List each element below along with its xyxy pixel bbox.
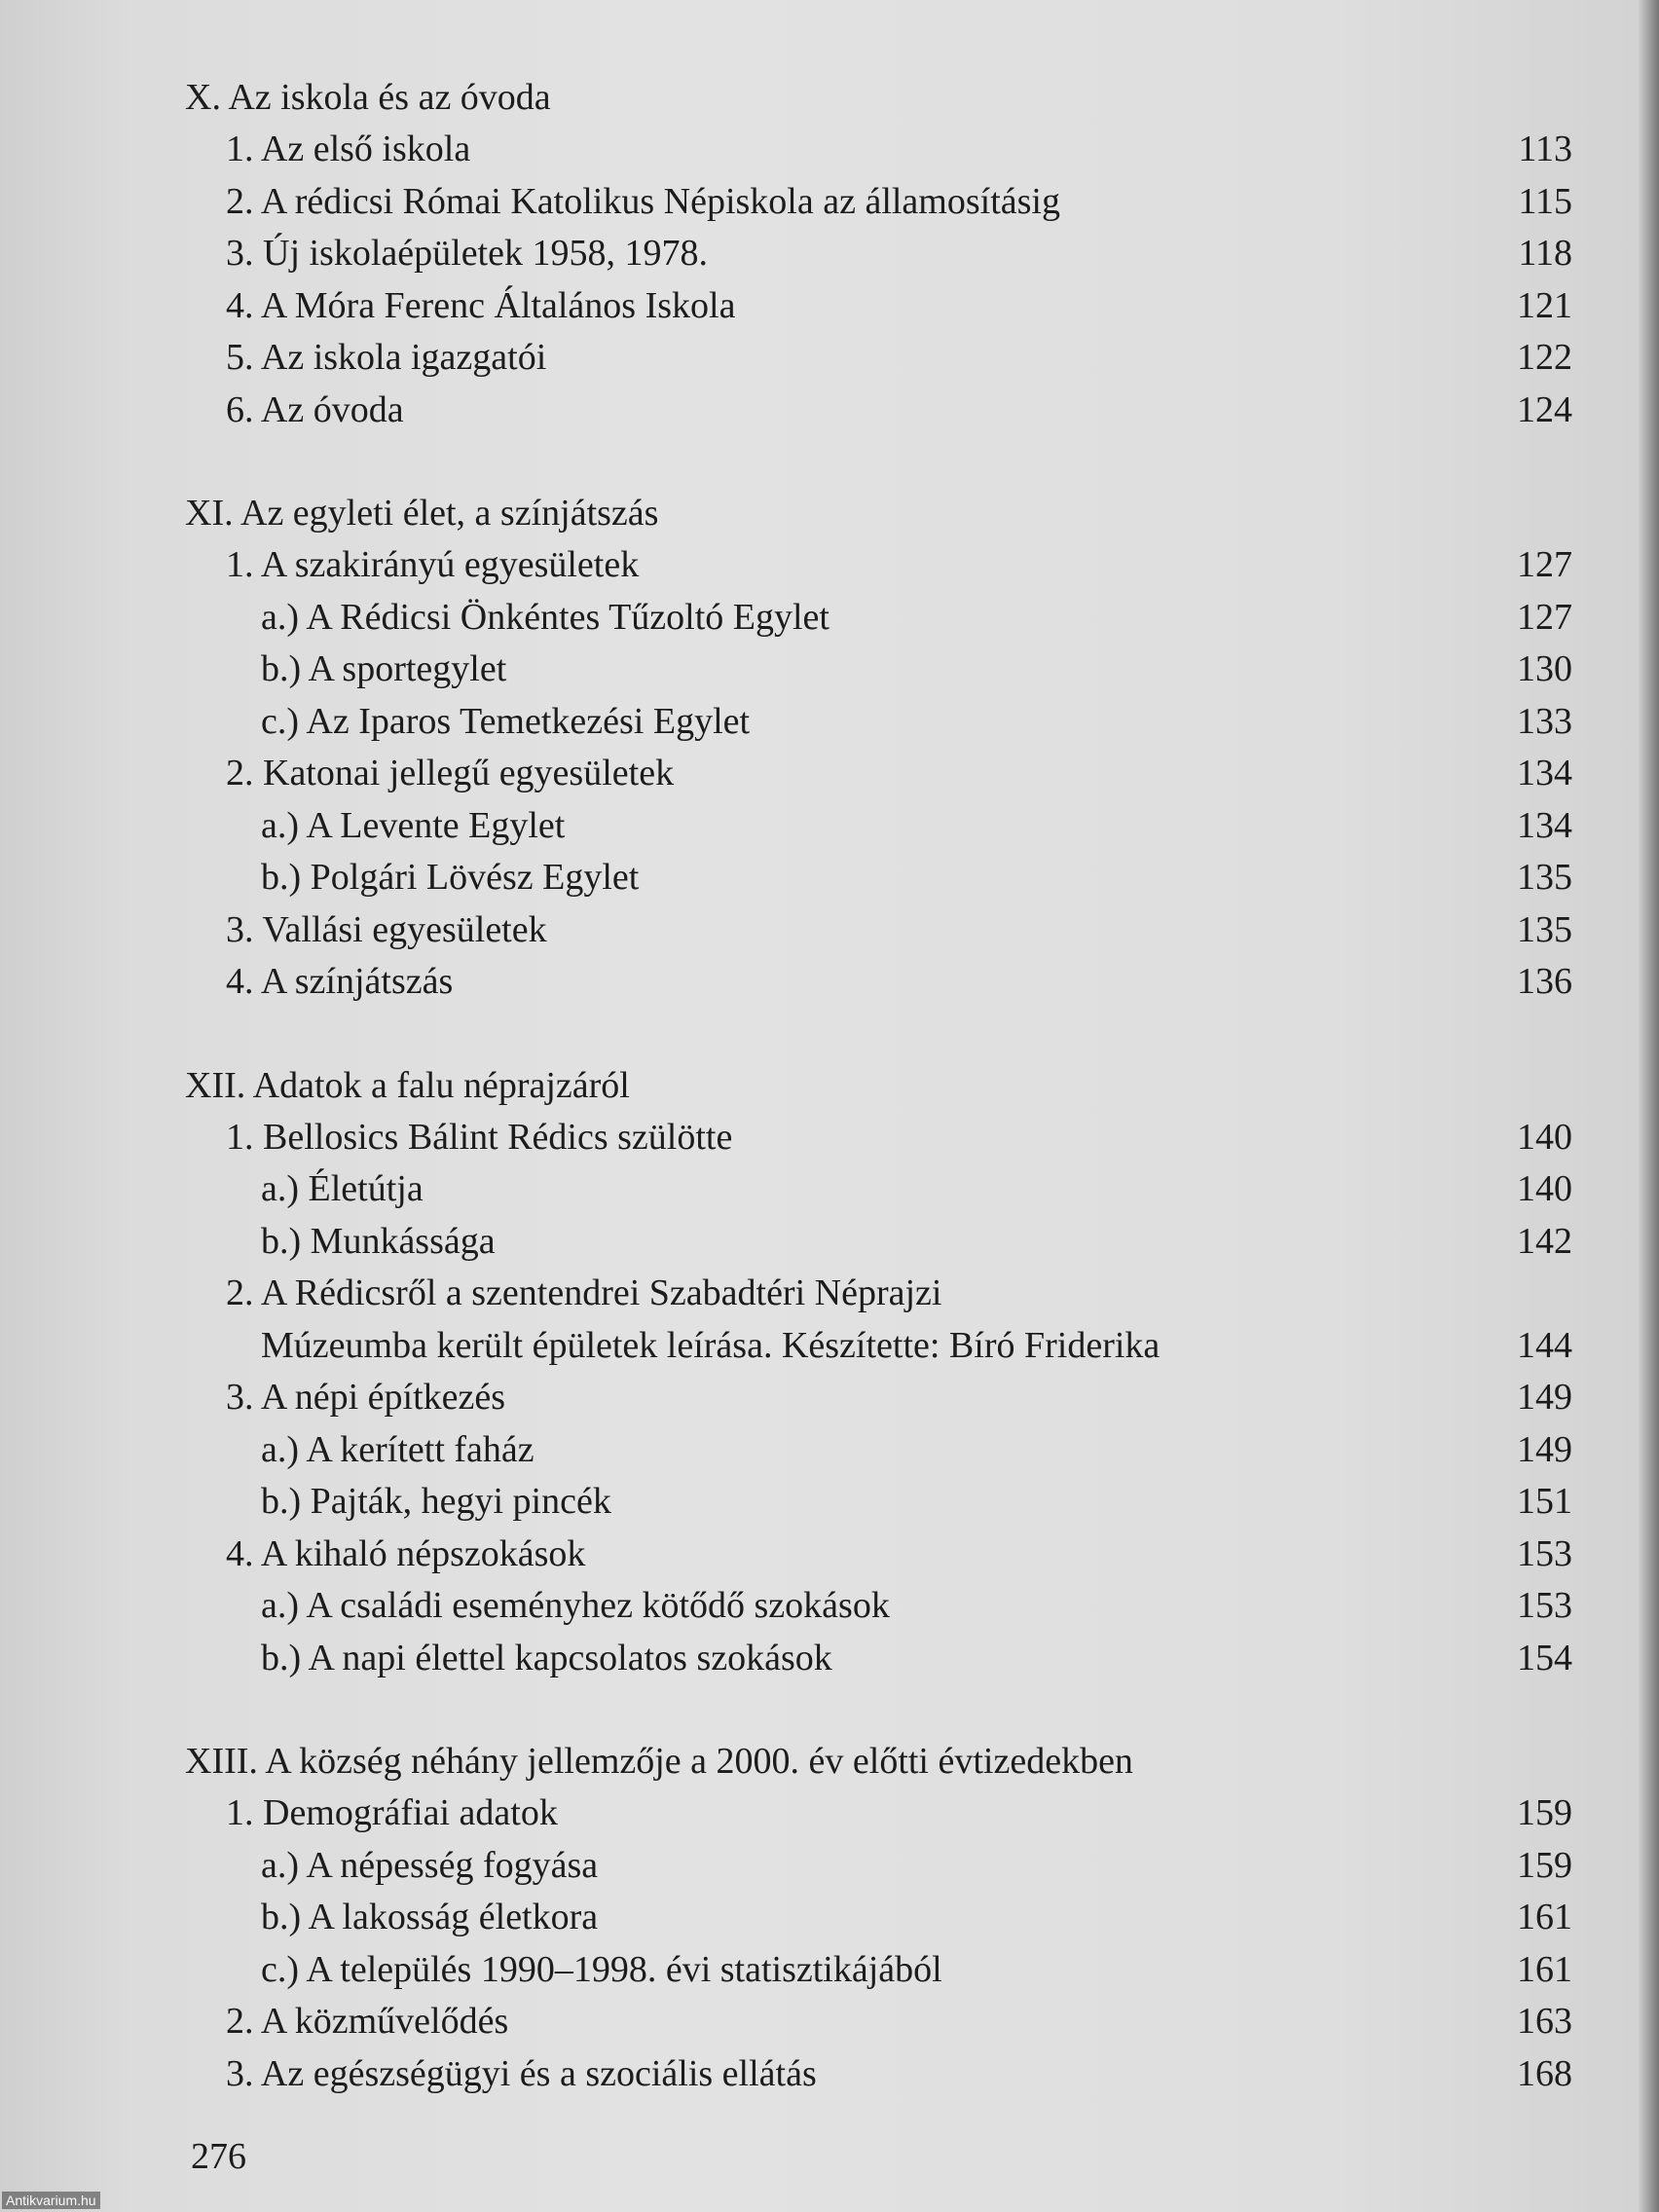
toc-entry bbox=[185, 332, 1572, 385]
toc-entry bbox=[185, 1112, 1572, 1164]
watermark: Antikvarium.hu bbox=[2, 2192, 100, 2209]
entry-page-number: 159 bbox=[1517, 1792, 1572, 1833]
toc-entry bbox=[185, 1320, 1572, 1373]
entry-title: 2. A Rédicsről a szentendrei Szabadtéri Néprajzi bbox=[226, 1272, 942, 1313]
toc-entry bbox=[185, 280, 1572, 333]
entry-page-number: 134 bbox=[1517, 804, 1572, 846]
toc-entry bbox=[185, 956, 1572, 1009]
toc-entry bbox=[185, 1216, 1572, 1269]
entry-page-number: 127 bbox=[1517, 596, 1572, 638]
page-number: 276 bbox=[191, 2136, 246, 2177]
entry-title: b.) Munkássága bbox=[261, 1220, 496, 1262]
toc-entry bbox=[185, 696, 1572, 749]
entry-page-number: 159 bbox=[1517, 1844, 1572, 1886]
entry-page-number: 121 bbox=[1517, 284, 1572, 326]
entry-page-number: 133 bbox=[1517, 700, 1572, 742]
entry-page-number: 153 bbox=[1517, 1532, 1572, 1574]
toc-entry bbox=[185, 1633, 1572, 1685]
entry-page-number: 135 bbox=[1517, 908, 1572, 950]
entry-page-number: 144 bbox=[1517, 1324, 1572, 1366]
section-heading: X. Az iskola és az óvoda bbox=[185, 77, 551, 118]
toc-entry bbox=[185, 228, 1572, 280]
entry-title: 3. Az egészségügyi és a szociális ellátás bbox=[226, 2052, 817, 2094]
toc-entry bbox=[185, 644, 1572, 696]
entry-page-number: 149 bbox=[1517, 1377, 1572, 1418]
entry-title: 4. A színjátszás bbox=[226, 961, 454, 1002]
toc-entry bbox=[185, 1529, 1572, 1581]
toc-section bbox=[185, 1736, 1572, 2100]
toc-entry bbox=[185, 539, 1572, 592]
toc-section bbox=[185, 1060, 1572, 1685]
entry-page-number: 154 bbox=[1517, 1637, 1572, 1678]
entry-page-number: 124 bbox=[1517, 388, 1572, 430]
toc-entry bbox=[185, 748, 1572, 800]
toc-entry bbox=[185, 1996, 1572, 2048]
toc-entry bbox=[185, 1892, 1572, 1944]
entry-page-number: 127 bbox=[1517, 544, 1572, 585]
toc-entry bbox=[185, 1788, 1572, 1840]
entry-title: a.) Életútja bbox=[261, 1168, 424, 1209]
table-of-contents bbox=[185, 72, 1572, 2152]
entry-page-number: 163 bbox=[1517, 2001, 1572, 2042]
toc-entry bbox=[185, 1476, 1572, 1529]
entry-page-number: 168 bbox=[1517, 2052, 1572, 2094]
entry-title: 4. A kihaló népszokások bbox=[226, 1532, 586, 1574]
entry-title: c.) A település 1990–1998. évi statisztikájából bbox=[261, 1948, 942, 1990]
entry-title: 1. A szakirányú egyesületek bbox=[226, 544, 640, 585]
entry-title: a.) A családi eseményhez kötődő szokások bbox=[261, 1585, 890, 1626]
section-heading: XI. Az egyleti élet, a színjátszás bbox=[185, 493, 659, 534]
toc-entry bbox=[185, 1944, 1572, 1997]
entry-page-number: 140 bbox=[1517, 1168, 1572, 1209]
entry-title: 1. Demográfiai adatok bbox=[226, 1792, 558, 1833]
section-heading: XIII. A község néhány jellemzője a 2000. év előtti évtizedekben bbox=[185, 1741, 1133, 1782]
entry-title: 4. A Móra Ferenc Általános Iskola bbox=[226, 284, 736, 326]
toc-entry bbox=[185, 1372, 1572, 1424]
toc-entry bbox=[185, 904, 1572, 957]
entry-title: 2. A közművelődés bbox=[226, 2001, 509, 2042]
entry-title: b.) A sportegylet bbox=[261, 648, 507, 689]
toc-entry bbox=[185, 1268, 1572, 1320]
toc-entry bbox=[185, 1840, 1572, 1893]
entry-page-number: 142 bbox=[1517, 1220, 1572, 1262]
entry-title: Múzeumba került épületek leírása. Készítette: Bíró Friderika bbox=[261, 1324, 1161, 1366]
section-heading: XII. Adatok a falu néprajzáról bbox=[185, 1064, 630, 1106]
entry-title: 6. Az óvoda bbox=[226, 388, 404, 430]
entry-page-number: 118 bbox=[1518, 233, 1572, 274]
entry-title: b.) A napi élettel kapcsolatos szokások bbox=[261, 1637, 832, 1678]
entry-page-number: 113 bbox=[1518, 129, 1572, 169]
entry-page-number: 149 bbox=[1517, 1428, 1572, 1470]
entry-title: b.) Polgári Lövész Egylet bbox=[261, 857, 640, 898]
toc-entry bbox=[185, 852, 1572, 904]
entry-page-number: 136 bbox=[1517, 961, 1572, 1002]
toc-entry bbox=[185, 1580, 1572, 1633]
entry-title: c.) Az Iparos Temetkezési Egylet bbox=[261, 700, 751, 742]
toc-entry bbox=[185, 2048, 1572, 2101]
entry-title: 2. Katonai jellegű egyesületek bbox=[226, 753, 675, 793]
entry-title: 3. Vallási egyesületek bbox=[226, 908, 547, 950]
entry-title: b.) Pajták, hegyi pincék bbox=[261, 1481, 611, 1522]
entry-page-number: 130 bbox=[1517, 648, 1572, 689]
toc-section bbox=[185, 72, 1572, 436]
entry-page-number: 153 bbox=[1517, 1585, 1572, 1626]
entry-title: a.) A Levente Egylet bbox=[261, 804, 566, 846]
toc-section bbox=[185, 488, 1572, 1009]
entry-title: a.) A kerített faház bbox=[261, 1428, 535, 1470]
toc-entry bbox=[185, 1424, 1572, 1477]
toc-entry bbox=[185, 592, 1572, 645]
toc-entry bbox=[185, 800, 1572, 853]
entry-page-number: 140 bbox=[1517, 1116, 1572, 1158]
toc-entry bbox=[185, 176, 1572, 229]
entry-title: 1. Bellosics Bálint Rédics szülötte bbox=[226, 1116, 733, 1158]
toc-entry bbox=[185, 1163, 1572, 1216]
entry-title: 3. Új iskolaépületek 1958, 1978. bbox=[226, 233, 708, 274]
entry-page-number: 122 bbox=[1517, 337, 1572, 378]
entry-page-number: 161 bbox=[1517, 1897, 1572, 1937]
entry-title: b.) A lakosság életkora bbox=[261, 1897, 599, 1937]
entry-title: a.) A Rédicsi Önkéntes Tűzoltó Egylet bbox=[261, 596, 830, 638]
entry-page-number: 115 bbox=[1518, 180, 1572, 222]
entry-page-number: 151 bbox=[1517, 1481, 1572, 1522]
toc-entry bbox=[185, 124, 1572, 176]
entry-title: 3. A népi építkezés bbox=[226, 1377, 506, 1418]
entry-page-number: 135 bbox=[1517, 857, 1572, 898]
entry-page-number: 161 bbox=[1517, 1948, 1572, 1990]
binding-shadow bbox=[1638, 0, 1659, 2212]
toc-entry bbox=[185, 385, 1572, 437]
entry-title: 2. A rédicsi Római Katolikus Népiskola az államosításig bbox=[226, 180, 1060, 222]
entry-title: 1. Az első iskola bbox=[226, 129, 471, 169]
entry-title: a.) A népesség fogyása bbox=[261, 1844, 599, 1886]
entry-title: 5. Az iskola igazgatói bbox=[226, 337, 547, 378]
entry-page-number: 134 bbox=[1517, 753, 1572, 793]
